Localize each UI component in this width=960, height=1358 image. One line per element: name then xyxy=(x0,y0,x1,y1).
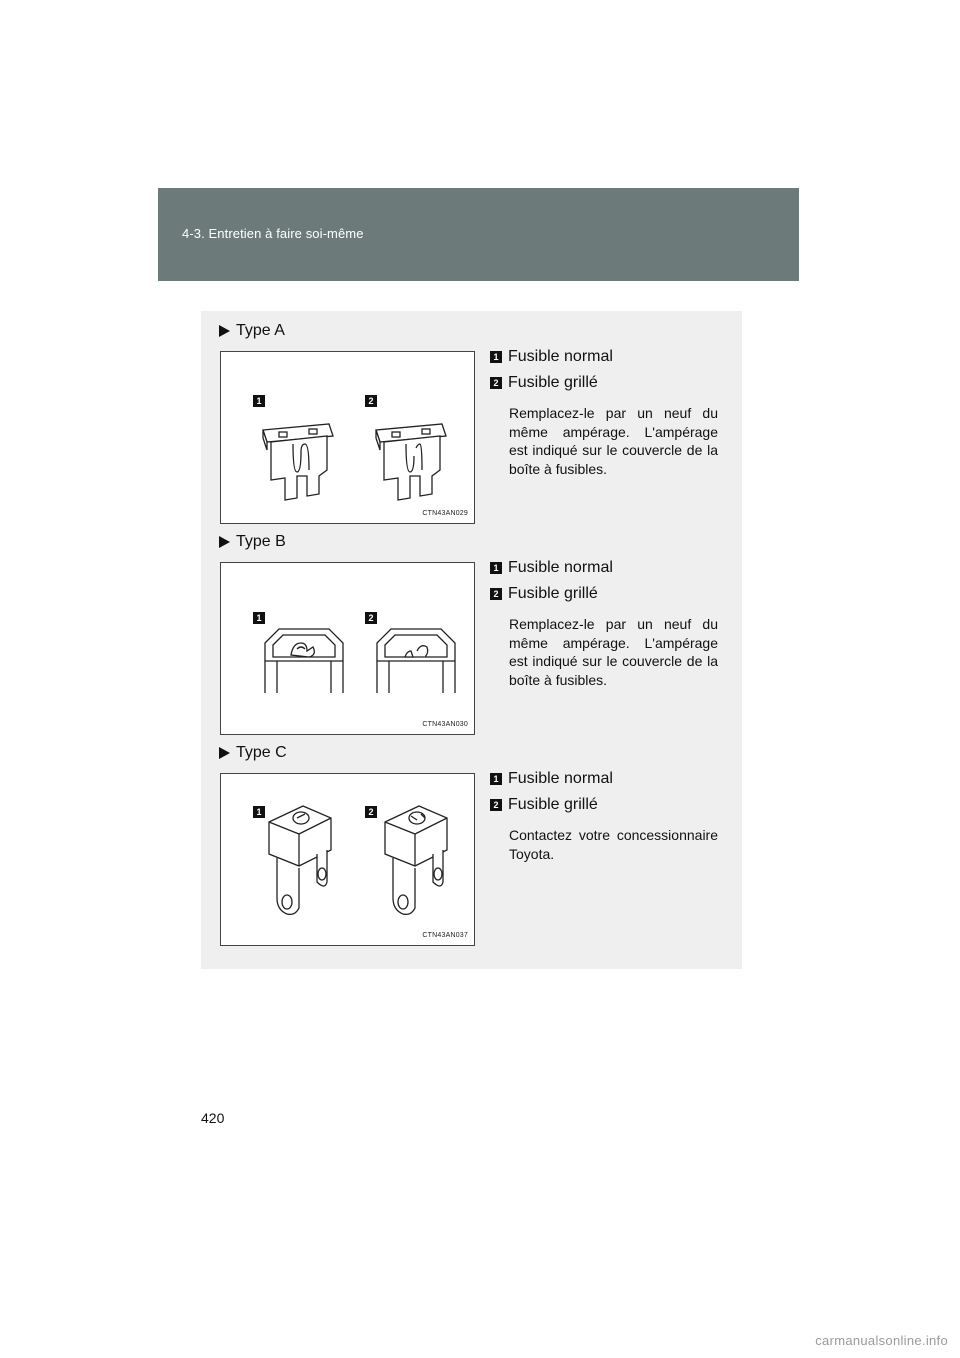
list-item xyxy=(490,344,718,370)
list-item xyxy=(490,555,718,581)
svg-text:2: 2 xyxy=(368,613,374,623)
svg-text:2: 2 xyxy=(368,807,374,817)
normal-fuse-drawing xyxy=(265,629,343,693)
number-1-icon: 1 xyxy=(490,351,502,363)
note-text: Contactez votre concessionnaire Toyota. xyxy=(509,827,718,862)
figure-code: CTN43AN037 xyxy=(422,932,468,939)
type-b-heading xyxy=(219,533,286,551)
list-item xyxy=(490,766,718,792)
type-c-figure xyxy=(220,773,475,946)
svg-text:1: 1 xyxy=(256,807,262,817)
svg-text:2: 2 xyxy=(368,396,374,406)
number-2-icon: 2 xyxy=(490,588,502,600)
type-a-label: Type A xyxy=(236,322,285,339)
note-text: Remplacez-le par un neuf du même ampérage. L'ampérage est indiqué sur le couvercle de la boîte à fusibles. xyxy=(509,405,718,477)
bolt-fuse-illustration xyxy=(221,774,475,946)
page-number: 420 xyxy=(201,1110,225,1126)
svg-text:1: 1 xyxy=(256,613,262,623)
type-b-text xyxy=(490,555,718,689)
blade-fuse-illustration xyxy=(221,352,475,524)
list-item xyxy=(490,370,718,396)
item-label: Fusible normal xyxy=(508,559,613,576)
type-b-label: Type B xyxy=(236,533,286,550)
figure-code: CTN43AN029 xyxy=(422,510,468,517)
header-bar xyxy=(158,188,799,281)
type-a-heading xyxy=(219,322,285,340)
note-text: Remplacez-le par un neuf du même ampérage. L'ampérage est indiqué sur le couvercle de la boîte à fusibles. xyxy=(509,616,718,688)
item-label: Fusible normal xyxy=(508,348,613,365)
section-title: 4-3. Entretien à faire soi-même xyxy=(182,226,364,241)
type-c-heading xyxy=(219,744,287,762)
type-c-label: Type C xyxy=(236,744,287,761)
number-2-icon: 2 xyxy=(490,377,502,389)
figure-code: CTN43AN030 xyxy=(422,721,468,728)
list-item xyxy=(490,581,718,607)
normal-fuse-drawing xyxy=(269,806,331,914)
number-1-icon: 1 xyxy=(490,562,502,574)
type-b-figure xyxy=(220,562,475,735)
triangle-bullet-icon xyxy=(219,536,230,548)
item-label: Fusible normal xyxy=(508,770,613,787)
list-item xyxy=(490,792,718,818)
blown-fuse-drawing xyxy=(385,806,447,914)
item-label: Fusible grillé xyxy=(508,585,598,602)
blown-fuse-drawing xyxy=(377,629,455,693)
type-c-text xyxy=(490,766,718,863)
number-2-icon: 2 xyxy=(490,799,502,811)
blown-fuse-drawing xyxy=(376,424,446,500)
number-1-icon: 1 xyxy=(490,773,502,785)
svg-text:1: 1 xyxy=(256,396,262,406)
fuse-types-panel xyxy=(201,311,742,969)
triangle-bullet-icon xyxy=(219,325,230,337)
watermark-link[interactable]: carmanualsonline.info xyxy=(815,1333,948,1348)
item-label: Fusible grillé xyxy=(508,796,598,813)
type-a-text xyxy=(490,344,718,478)
cartridge-fuse-illustration xyxy=(221,563,475,735)
normal-fuse-drawing xyxy=(263,424,333,500)
item-label: Fusible grillé xyxy=(508,374,598,391)
type-a-figure xyxy=(220,351,475,524)
triangle-bullet-icon xyxy=(219,747,230,759)
